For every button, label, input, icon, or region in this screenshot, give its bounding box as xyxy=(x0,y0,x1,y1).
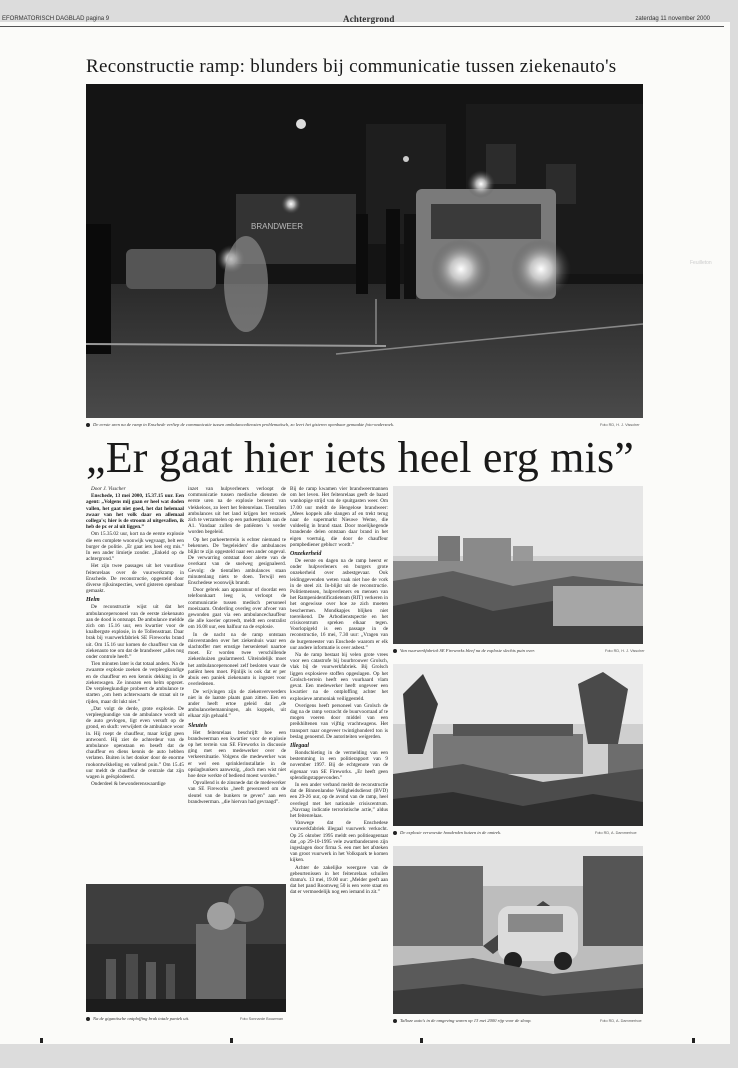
paragraph: Achter de zakelijke weergave van de gebeurtenissen in het feitenrelaas schuilen drama's. 13 mei, 19.00 uur: „Melder geeft aan dat het pand Roomweg 50 is een were staat en dat er vermoedelijk nog een iemand in zit.” xyxy=(290,864,388,896)
article-column-2 xyxy=(188,486,286,881)
registration-mark xyxy=(692,1038,695,1043)
cars-photo-caption xyxy=(393,1018,593,1023)
paragraph: Het zijn twee passages uit het vuurdisse feitenrelaas over de vuurwerkramp in Enschede. De reconstructie, opgesteld door diverse rijksinspecties, werd gisteren openbaar gemaakt. xyxy=(86,563,184,595)
caption-bullet xyxy=(86,423,90,427)
factory-photo-credit: Foto RD, H. J. Visscher xyxy=(605,649,645,653)
paragraph: Om 15.35.02 uur, kort na de eerste explosie die een complete woonwijk wegvaagt, belt een burger de politie. „Er gaat iets heel erg mis.” In een ander limietje zonder. „Enkeld op de achtergrond.” xyxy=(86,531,184,563)
houses-caption-text: De explosie verwoestte honderden huizen in de omtrek. xyxy=(400,830,502,835)
registration-mark xyxy=(230,1038,233,1043)
factory-ruins-photo xyxy=(393,486,643,644)
paragraph: Rondschieting in de vermelding van een bestemming in een politierapport van 9 november 1997. Bij de echtgenote van de eigenaar van SE Fireworks. „Er heeft geen splendingstappevonden.” xyxy=(290,749,388,781)
main-photo xyxy=(86,84,643,418)
article-lead: Enschede, 13 mei 2000, 15.37.15 uur. Een agent: „Volgens mij gaan er heel wat doden vallen, het gaat niet goed, het dat helemaal zwaar van het volk daar en allemaal collega's; hier is de stroom al uitgevallen, ik heb de pc er al uit liggen.” xyxy=(86,493,184,531)
paragraph: Onderdeel & bewonderenswaardige xyxy=(91,781,166,788)
section-name: Achtergrond xyxy=(343,14,395,24)
destroyed-houses-photo xyxy=(393,664,643,826)
paragraph: De reconstructie wijst uit dat het ambulancepersoneel van de eerste ziekenauto aan de dood is ontsnapt. De ambulance meldde zich om 15.16 uur, een kwartier voor de knalbergste explosie, in de Tollensstraat. Daar brak bij vuurwerkfabriek SE Fireworks brand uit. Om 15.16 uur komen de chauffeur van de ziekenauto toe om dat de brandweer „alles nog onder controle heeft.” xyxy=(86,604,184,661)
crowd-photo xyxy=(86,884,286,1012)
cars-photo-credit: Foto RD, A. Dammerhoe xyxy=(600,1019,642,1023)
houses-photo-caption xyxy=(393,830,583,835)
subheading-onzekerheid: Onzekerheid xyxy=(290,551,322,558)
paragraph: Na de ramp bestaat bij velen grote vrees voor een catastrofe bij buurbrouwer Grolsch, vlak bij de vuurwerkfabriek. Bij Grolsch liggen explosieve stoffen opgeslagen. Op het Grolsch-terrein heeft een vuurhaard vlam gevat. Een medewerker heeft ongeveer een kwartier na de ontploffing achter het explosieve ammoniak veiliggesteld. xyxy=(290,652,388,702)
article-title: „Er gaat hier iets heel erg mis” xyxy=(86,433,635,482)
crowd-photo-credit: Foto Sonnarde Bouwman xyxy=(240,1017,284,1021)
registration-mark xyxy=(420,1038,423,1043)
paragraph: In een ander verband meldt de reconstructie dat de Binnenlandse Veiligheidsdienst (BVD) een 29-26 uur, op de avond van de ramp, heel overlegd met het nationale crisiscentrum. „Navraag indicatie terroristische actie,” aldus het feitenrelaas. xyxy=(290,781,388,819)
crowd-photo-caption xyxy=(86,1016,236,1021)
paragraph: „Dat volgt de derde, grote explosie. De verpleegkundige van de ambulance wordt uit de auto gevlogen, ligt even versuft op de grond, en skuft: verwijdert de ambulance woor in. Hij roept de chauffeur, maar krijgt geen antwoord. Hij ziet de achterdeur van de ambulance openstaan en beseft dat de chauffeur en diens kennis de auto hebben verlaten. Buiten is het donker door de enorme rookontwikkeling en vallend puin.” Om 15.45 uur meldt de chauffeur de centrale dat zijn wagen is geëxplodeerd. xyxy=(86,705,184,780)
cars-caption-text: Talloze auto's in de omgeving waren op 13 mei 2000 rijp voor de sloop. xyxy=(400,1018,532,1023)
paragraph: Opvallend is de zinsnede dat de medewerker van SE Fireworks „heeft gewezeerd om de sleutel van de bunkers te geven” aan een brandweerman. „die hiervan had gevraagd”. xyxy=(188,780,286,805)
subheading-illegaal: Illegaal xyxy=(290,742,309,749)
paragraph: De wrijvingen zijn de ziekenvervoerders niet in de laatste plaats gaan zitten. Een en ander heeft ertoe geleid dat „de ambulancebemanningen, als koppels, uit elkaar zijn gehaald.” xyxy=(188,688,286,720)
caption-bullet xyxy=(393,1019,397,1023)
paragraph: Bij de ramp kwamen vier brandweermannen om het leven. Het feitenrelaas geeft de baard wanhopige strijd van de spuitgasten weer. Om 17.00 uur meldt de Hengelose brandweer: „Mees koppels alle slangen af en trekt terug naar de supermarkt Nieuwe Weme, die vuldeelig in brand staat. Door moelijkegende brandende delen ontstaan daar brand in het eigen voertuig, die door de chauffeur pompbediener gebluст wordt.” xyxy=(290,486,388,548)
caption-bullet xyxy=(393,649,397,653)
article-column-3 xyxy=(290,486,388,1016)
main-photo-credit: Foto RD, H. J. Visscher xyxy=(600,423,640,427)
newspaper-name: EFORMATORISCH DAGBLAD pagina 9 xyxy=(2,16,110,22)
page-date: zaterdag 11 november 2000 xyxy=(635,16,710,22)
article-column-1 xyxy=(86,486,184,886)
main-caption-text: De eerste uren na de ramp in Enschede verliep de communicatie tussen ambulancediensten problematisch, zo leert het gisteren openbaar gemaakte foto-onderzoek. xyxy=(93,422,395,427)
paragraph: In de nacht na de ramp ontstaan misverstanden over het ziekenhuis waar een slachtoffer met ernstige hersenletsel naartoe moet. Er worden twee verschillende ziekenhuizen gealarmeerd. Uiteindelijk moet het ambulancepersoneel zelf besloten waar de patiënt heen moet. Pijnlijk is ook dat er per abuis een paniek ziekenauto is ingezet voor overledenen. xyxy=(188,631,286,688)
paragraph: De eerste en dagen na de ramp heerst er onder hulpverleners en burgers grote onzekerheid over asbestgevaar. Ook leidinggevenden weten vaak niet hoe de vork in de steel zit. In-blijkt uit de reconstructie. Politiemensen, hulpverleners en mensen van het Rampenidentificatieteam (RIT) verkeren in het ongewisse over hoe ze zich moeten beschermen. Mondkapjes blijken niet toereikend. De Arbodienstspectie en het crisiscentrum spreken elkaar tegen. Voorlopigeld is een passage in de reconstructie, 16 mei, 7.30 uur: „Vragen van de burgemeester van Enschede waarom er elk uur andere informatie is over asbest.” xyxy=(290,558,388,651)
article-author: Door J. Visscher xyxy=(91,486,126,492)
paragraph: Door gebrek aan apparatuur of doordat een telefoonkaart leeg is, verloopt de communicatie tussen medisch personeel moeizaam. Onderling overleg over afvoer van gewonden gaat via een ambulancechauffeur die alle koerier optreedt, meldt een centralist om 16.08 uur, een halfuur na de explosie. xyxy=(188,587,286,631)
header-rule xyxy=(0,26,724,27)
paragraph: Tien minuten later is dat totaal anders. Na de zwaarste explosie zoeken de verpleegkundige en de chauffeur en een kennis dekking in de ziekenwagen. Ze innozen een helm opgezet. De verpleegkundige probeert de ambulance te starten „om hem achterwaarts de straat uit te rijden, maar dit lukt niet.” xyxy=(86,661,184,705)
registration-mark xyxy=(40,1038,43,1043)
caption-bullet xyxy=(393,831,397,835)
wrecked-cars-photo xyxy=(393,846,643,1014)
subheading-sleutels: Sleutels xyxy=(188,722,208,729)
paragraph: Op het parkeerterrein is echter niemand te bekennen. De 'begeleiders' die ambulances blijkt te zijn opgesteld naar een ander ongeval. De verwarring ontstaat door alerte van de overkant van de snelweg gesignaleerd. Gevolg: de tientallen ambulances staan minutenlang niets te doen. Terwijl een Enschedese woonwijk brandt. xyxy=(188,536,286,587)
caption-bullet xyxy=(86,1017,90,1021)
factory-caption-text: Van vuurwerkfabriek SE Fireworks bleef na de explosie slechts puin over. xyxy=(400,648,535,653)
faded-side-label: Feuilleton xyxy=(690,260,712,266)
houses-photo-credit: Foto RD, A. Dammerhoe xyxy=(595,831,637,835)
main-photo-caption xyxy=(86,422,586,427)
paragraph: Het feitenrelaas beschrijft hoe een brandweerman een kwartier voor de explosie op het terrein van SE Fireworks in discussie ging met een medewerker over de verkeersituatie. Volgens die medewerker was er wel een sprinklerinstallatie in de opslagbunkers aanwezig, „doch men wist niet hoe deze werkte of bediend moest worden.” xyxy=(188,729,286,779)
registration-marks xyxy=(0,1038,738,1046)
paragraph: Vanwege dat de Enschedese vuurwerkfabriek illegaal vuurwerk verkocht. Op 25 oktober 1995 meldt een politieagentaat dat „op 29-10-1995 vele zwartbanderaren zijn ingeslagen door firma S. een met het afsteken van groot vuurwerk in het Volkspark te komen kijken. xyxy=(290,820,388,864)
paragraph: Overigens heeft personeel van Grolsch de dag na de ramp verzocht de buurvoorraad af te mogen voeren door middel van een preikhiltenen van vijftig vrachtwagens. Het transport naar ongeveer twintighonderd ton is beslag genoemd. De autoriteiten weigerden. xyxy=(290,702,388,740)
crowd-caption-text: Na de gigantische ontploffing brak totale paniek uit. xyxy=(93,1016,190,1021)
vehicle-lettering: BRANDWEER xyxy=(251,222,304,231)
page-headline: Reconstructie ramp: blunders bij communicatie tussen ziekenauto's xyxy=(86,56,617,77)
factory-photo-caption xyxy=(393,648,593,653)
paragraph: inzet van hulpverleners verloopt de communicatie tussen medische diensten de eerste uren na de explosie beroerd: van vlekkeloos, zo leert het feitenrelaas. Tientallen ambulances uit het land krijgen het verzoek zich te verzamelen op een parkeerplaats aan de A1. Vandaar zullen de patiënten 's verder worden begeleid. xyxy=(188,486,286,536)
page-header xyxy=(0,14,724,26)
subheading-helm: Helm xyxy=(86,597,100,604)
